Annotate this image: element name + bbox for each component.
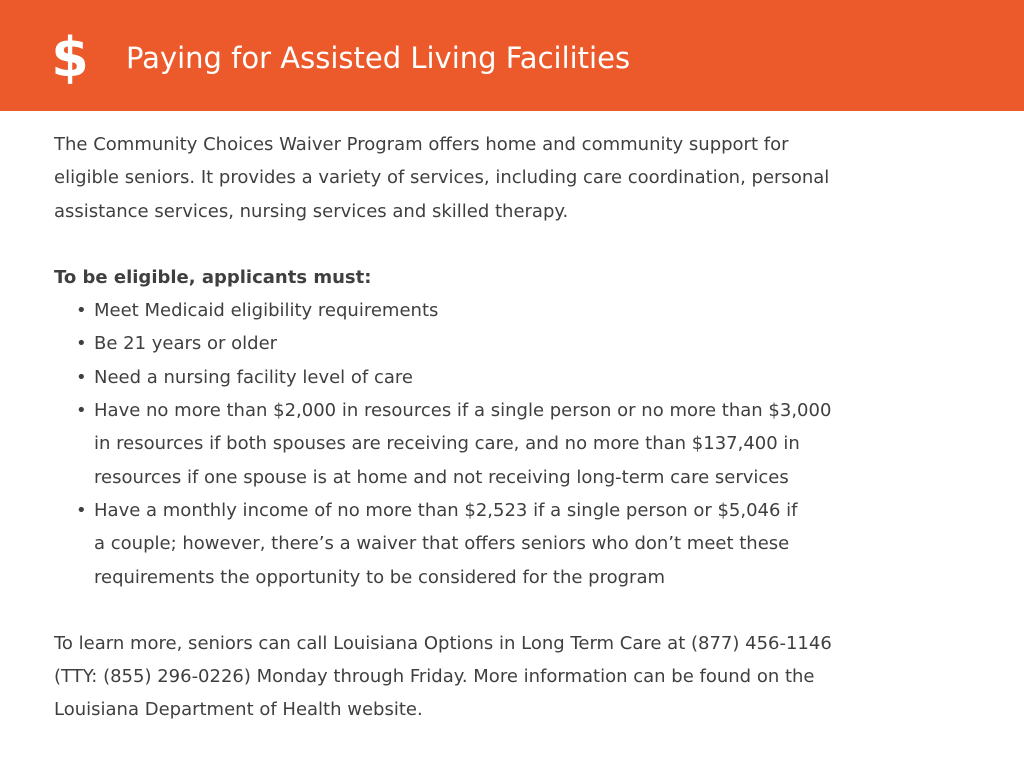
- closing-paragraph: [54, 627, 984, 727]
- list-item: [54, 394, 984, 494]
- list-item: [54, 327, 984, 360]
- article-body: [54, 128, 984, 727]
- intro-line: The Community Choices Waiver Program offers home and community support for: [54, 134, 789, 155]
- intro-paragraph: [54, 128, 984, 228]
- eligibility-heading: To be eligible, applicants must:: [54, 266, 372, 288]
- list-item: [54, 294, 984, 327]
- closing-line: Louisiana Department of Health website.: [54, 699, 423, 721]
- requirement-line: Meet Medicaid eligibility requirements: [94, 300, 439, 322]
- intro-line: assistance services, nursing services and skilled therapy.: [54, 200, 569, 222]
- closing-line: (TTY: (855) 296-0226) Monday through Friday. More information can be found on the: [54, 666, 815, 688]
- bullet-icon: •: [76, 366, 87, 388]
- requirement-line: Have no more than $2,000 in resources if a single person or no more than $3,000: [94, 400, 832, 422]
- closing-line: To learn more, seniors can call Louisiana Options in Long Term Care at (877) 456-1146: [54, 632, 832, 654]
- spacer: [54, 594, 984, 627]
- list-item: [54, 361, 984, 394]
- requirement-line: a couple; however, there’s a waiver that offers seniors who don’t meet these: [94, 533, 790, 555]
- requirement-line: resources if one spouse is at home and not receiving long-term care services: [94, 466, 789, 488]
- bullet-icon: •: [76, 499, 87, 521]
- list-item: [54, 494, 984, 594]
- bullet-icon: •: [76, 333, 87, 355]
- page-title: Paying for Assisted Living Facilities: [126, 41, 631, 75]
- bullet-icon: •: [76, 400, 87, 422]
- intro-line: eligible seniors. It provides a variety of services, including care coordination, personal: [54, 167, 830, 189]
- requirement-line: Have a monthly income of no more than $2,523 if a single person or $5,046 if: [94, 499, 798, 521]
- requirement-line: requirements the opportunity to be considered for the program: [94, 566, 666, 588]
- bullet-icon: •: [76, 300, 87, 322]
- requirements-list: [54, 294, 984, 594]
- header-banner: [0, 0, 1024, 111]
- spacer: [54, 228, 984, 261]
- requirement-line: Need a nursing facility level of care: [94, 366, 413, 388]
- requirement-line: in resources if both spouses are receiving care, and no more than $137,400 in: [94, 433, 800, 455]
- dollar-icon: $: [51, 26, 89, 89]
- requirement-line: Be 21 years or older: [94, 333, 278, 355]
